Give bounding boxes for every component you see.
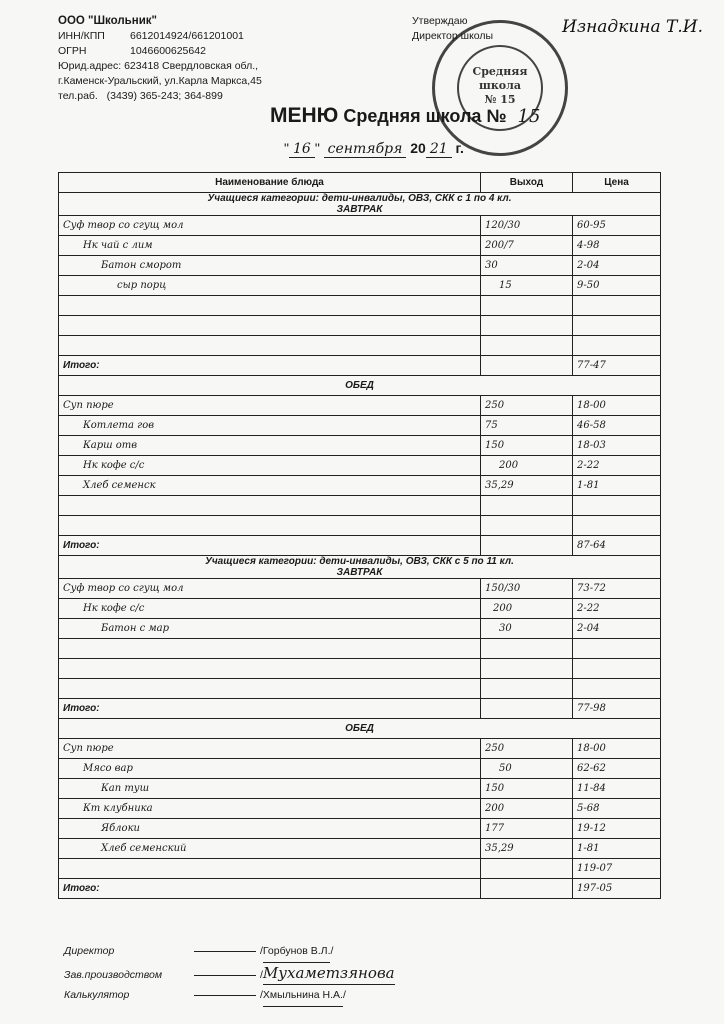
section-row: ОБЕД — [59, 719, 661, 739]
table-row — [59, 316, 661, 336]
page-title: МЕНЮ Средняя школа № 15 — [270, 104, 541, 127]
org-name: ООО "Школьник" — [58, 15, 157, 27]
signature-line-calculator: Калькулятор /Хмыльнина Н.А./ — [64, 984, 395, 1006]
table-row: Хлеб семенский 35,29 1-81 — [59, 839, 661, 859]
table-row: Яблоки 177 19-12 — [59, 819, 661, 839]
table-row: Кап туш 150 11-84 — [59, 779, 661, 799]
signature-line-director: Директор /Горбунов В.Л./ — [64, 940, 395, 962]
table-row — [59, 336, 661, 356]
table-row: Суп пюре 250 18-00 — [59, 396, 661, 416]
category-row: Учащиеся категории: дети-инвалиды, ОВЗ, СКК с 1 по 4 кл. ЗАВТРАК — [59, 193, 661, 216]
table-row: Кт клубника 200 5-68 — [59, 799, 661, 819]
header-price: Цена — [573, 173, 661, 193]
table-row: Батон сморот 30 2-04 — [59, 256, 661, 276]
total-row: Итого: 77-47 — [59, 356, 661, 376]
org-inn-row: ИНН/КПП 6612014924/661201001 — [58, 30, 244, 42]
table-row: Нк чай с лим 200/7 4-98 — [59, 236, 661, 256]
date-day: 16 — [289, 141, 315, 158]
signature-blank — [194, 975, 256, 976]
stamp-text: Средняя школа № 15 — [472, 65, 528, 106]
table-row: Суф твор со сгущ мол 120/30 60-95 — [59, 216, 661, 236]
org-ogrn-row: ОГРН 1046600625642 — [58, 45, 206, 57]
total-row: Итого: 87-64 — [59, 536, 661, 556]
table-row: Карш отв 150 18-03 — [59, 436, 661, 456]
signature-line-production: Зав.производством /Мухаметзянова — [64, 962, 395, 984]
table-row: Котлета гов 75 46-58 — [59, 416, 661, 436]
menu-table — [58, 172, 661, 899]
table-row: Нк кофе с/с 200 2-22 — [59, 456, 661, 476]
table-row: Нк кофе с/с 200 2-22 — [59, 599, 661, 619]
header-output: Выход — [481, 173, 573, 193]
signatures-block — [64, 940, 395, 1006]
table-row — [59, 516, 661, 536]
table-row — [59, 679, 661, 699]
approval-block — [412, 14, 704, 44]
table-row: сыр порц 15 9-50 — [59, 276, 661, 296]
table-row: Хлеб семенск 35,29 1-81 — [59, 476, 661, 496]
header-dish: Наименование блюда — [59, 173, 481, 193]
table-row: Суп пюре 250 18-00 — [59, 739, 661, 759]
approve-label: Утверждаю — [412, 15, 468, 27]
table-row — [59, 496, 661, 516]
category-row: Учащиеся категории: дети-инвалиды, ОВЗ, СКК с 5 по 11 кл. ЗАВТРАК — [59, 556, 661, 579]
table-row — [59, 639, 661, 659]
signature-blank — [194, 951, 256, 952]
table-header — [59, 173, 661, 193]
director-signature: Изнадкина Т.И. — [562, 17, 704, 37]
org-address-row: Юрид.адрес: 623418 Свердловская обл., — [58, 60, 259, 72]
director-label: Директор школы — [412, 30, 494, 42]
date-month: сентября — [324, 141, 407, 158]
organization-block — [58, 14, 262, 104]
table-row — [59, 296, 661, 316]
org-address-row-2: г.Каменск-Уральский, ул.Карла Маркса,45 — [58, 75, 262, 87]
table-row: 119-07 — [59, 859, 661, 879]
total-row: Итого: 77-98 — [59, 699, 661, 719]
table-row: Мясо вар 50 62-62 — [59, 759, 661, 779]
table-row — [59, 659, 661, 679]
table-row: Батон с мар 30 2-04 — [59, 619, 661, 639]
signature-blank — [194, 995, 256, 996]
section-row: ОБЕД — [59, 376, 661, 396]
table-row: Суф твор со сгущ мол 150/30 73-72 — [59, 579, 661, 599]
menu-date: " 16 " сентября 20 21 г. — [284, 140, 464, 157]
org-phone-row: тел.раб. (3439) 365-243; 364-899 — [58, 90, 223, 102]
total-row: Итого: 197-05 — [59, 879, 661, 899]
date-year: 21 — [426, 141, 452, 158]
